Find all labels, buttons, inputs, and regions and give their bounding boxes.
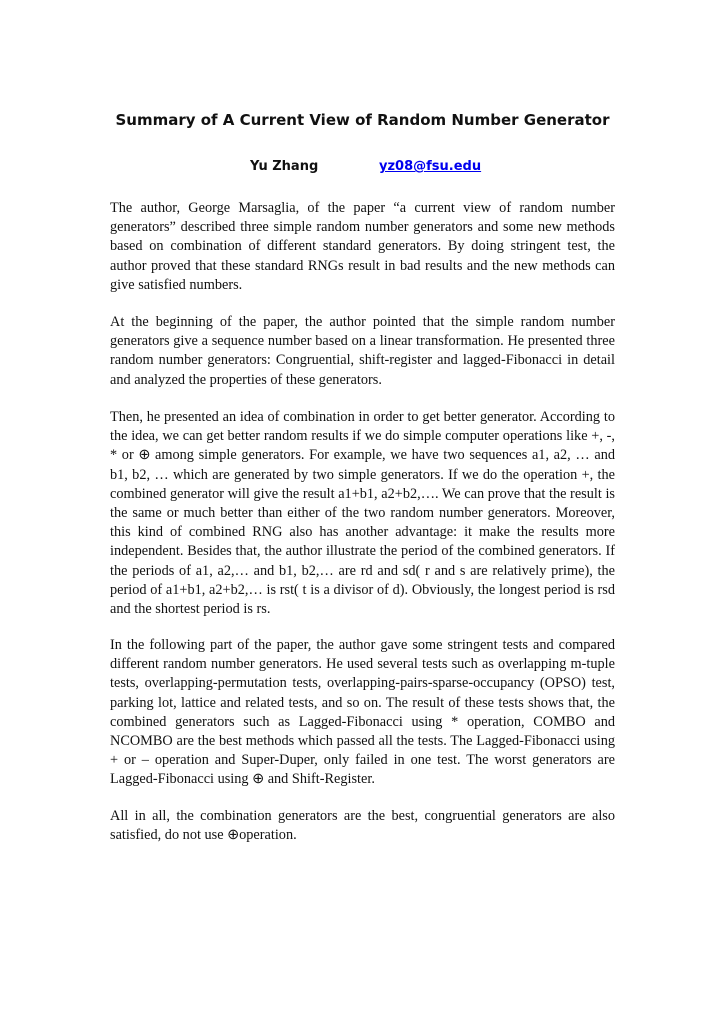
- paragraph-simple-generators: At the beginning of the paper, the author pointed that the simple random number generators give a sequence number based on a linear transformation. He presented three random number generators: Congruential, shift-register and lagged-Fibonacci in detail and analyzed the properties of these generators.: [110, 314, 615, 388]
- author-email-link[interactable]: yz08@fsu.edu: [379, 159, 482, 174]
- author-name: Yu Zhang: [250, 159, 319, 174]
- author-line: [0, 159, 725, 179]
- document-title: Summary of A Current View of Random Number Generator: [115, 111, 610, 129]
- paragraph-introduction: The author, George Marsaglia, of the paper “a current view of random number generators” described three simple random number generators and some new methods based on combination of different standard generators. By doing stringent test, the author proved that these standard RNGs result in bad results and the new methods can give satisfied numbers.: [110, 200, 615, 293]
- paragraph-stringent-tests: In the following part of the paper, the author gave some stringent tests and compared different random number generators. He used several tests such as overlapping m-tuple tests, overlapping-permutation tests, overlapping-pairs-sparse-occupancy (OPSO) test, parking lot, lattice and related tests, and so on. The result of these tests shows that, the combined generators such as Lagged-Fibonacci using * operation, COMBO and NCOMBO are the best methods which passed all the tests. The Lagged-Fibonacci using + or – operation and Super-Duper, only failed in one test. The worst generators are Lagged-Fibonacci using ⊕ and Shift-Register.: [110, 637, 615, 788]
- paragraph-combination: Then, he presented an idea of combination in order to get better generator. According to the idea, we can get better random results if we do simple computer operations like +, -, * or ⊕ among simple generators. For example, we have two sequences a1, a2, … and b1, b2, … which are generated by two simple generators. If we do the operation +, the combined generator will give the result a1+b1, a2+b2,…. We can prove that the result is the same or much better than either of the two random number generators. Moreover, this kind of combined RNG also has another advantage: it make the results more independent. Besides that, the author illustrate the period of the combined generators. If the periods of a1, a2,… and b1, b2,… are rd and sd( r and s are relatively prime), the period of a1+b1, a2+b2,… is rst( t is a divisor of d). Obviously, the longest period is rsd and the shortest period is rs.: [110, 409, 615, 618]
- paragraph-conclusion: All in all, the combination generators are the best, congruential generators are also satisfied, do not use ⊕operation.: [110, 808, 615, 844]
